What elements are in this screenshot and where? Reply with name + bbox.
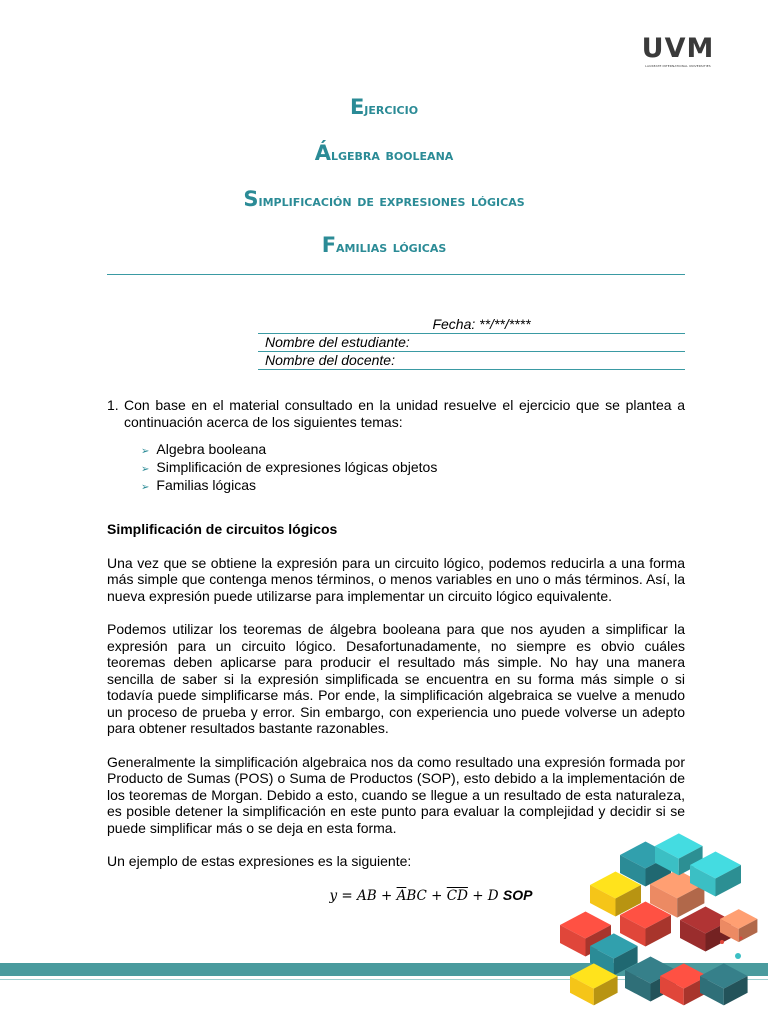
arrow-bullet-icon: ➢ — [141, 464, 150, 475]
section-heading: Simplificación de circuitos lógicos — [107, 521, 338, 537]
title-boolean-algebra: Álgebra booleana — [314, 141, 454, 165]
student-name-field[interactable]: Nombre del estudiante: — [258, 334, 685, 352]
decor-dot — [720, 940, 724, 944]
instruction-number: 1. — [107, 397, 119, 413]
arrow-bullet-icon: ➢ — [141, 446, 150, 457]
instruction-text: Con base en el material consultado en la unidad resuelve el ejercicio que se plantea a continuación acerca de los siguientes temas: — [124, 397, 685, 430]
sop-tag: SOP — [502, 886, 533, 903]
decor-dot — [740, 937, 743, 940]
paragraph: Un ejemplo de estas expresiones es la siguiente: — [107, 853, 412, 869]
logo-subtitle: LAUREATE INTERNATIONAL UNIVERSITIES — [645, 64, 711, 68]
list-item: ➢ Algebra booleana — [141, 441, 267, 457]
title-simplification: Simplificación de expresiones lógicas — [243, 187, 525, 211]
date-field[interactable]: Fecha: **/**/**** — [258, 316, 685, 334]
decor-dot — [735, 953, 741, 959]
title-exercise: Ejercicio — [349, 95, 419, 119]
paragraph: Podemos utilizar los teoremas de álgebra booleana para que nos ayuden a simplificar la expresión para un circuito lógico. Desafortunadamente, no siempre es obvio cuáles teoremas deben aplicarse para producir el resultado más simple. No hay una manera sencilla de saber si la expresión simplificada se encuentra en su forma más simple o si todavía puede simplificarse más. Por ende, la simplificación algebraica se vuelve a menudo un proceso de prueba y error. Sin embargo, con experiencia uno puede volverse un adepto para obtener resultados bastante razonables. — [107, 621, 685, 736]
sop-formula: y = AB + $\overline{A}BC + \overline{CD} + D$ SOP — [329, 886, 533, 904]
logo-text: UVM — [641, 33, 715, 64]
paragraph: Generalmente la simplificación algebraica nos da como resultado una expresión formada por Producto de Sumas (POS) o Suma de Productos (SOP), esto debido a la implementación de los teoremas de Morgan. Debido a esto, cuando se llegue a un resultado de esta naturaleza, es posible detener la simplificación en este punto para evaluar la complejidad y decidir si se puede simplificar más o se deja en esta forma. — [107, 753, 685, 836]
arrow-bullet-icon: ➢ — [141, 482, 150, 493]
list-item: ➢ Simplificación de expresiones lógicas objetos — [141, 459, 438, 475]
teacher-name-field[interactable]: Nombre del docente: — [258, 352, 685, 370]
list-item: ➢ Familias lógicas — [141, 477, 256, 493]
paragraph: Una vez que se obtiene la expresión para un circuito lógico, podemos reducirla a una forma más simple que contenga menos términos, o menos variables en uno o más términos. Así, la nueva expresión puede utilizarse para implementar un circuito lógico equivalente. — [107, 554, 685, 604]
title-logic-families: Familias lógicas — [321, 233, 447, 257]
